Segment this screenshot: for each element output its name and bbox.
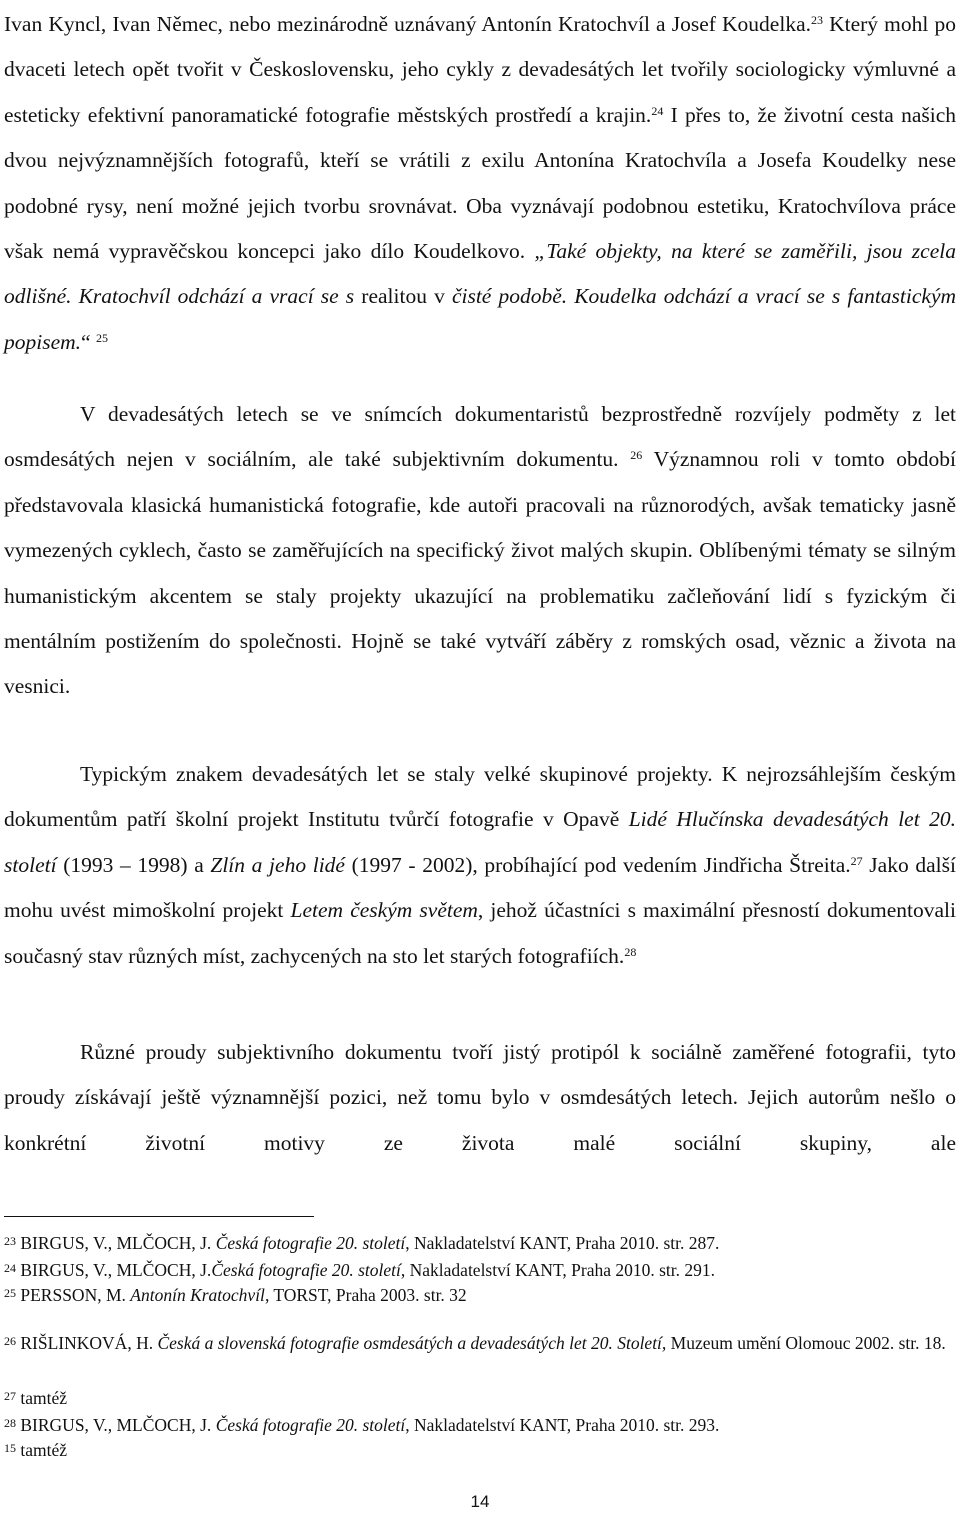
text-run: tamtéž (20, 1388, 68, 1408)
footnote-number: 26 (4, 1334, 16, 1348)
text-run: , Nakladatelství KANT, Praha 2010. str. 291. (400, 1260, 716, 1280)
text-run: Různé proudy subjektivního dokumentu tvoří jistý protipól k sociálně zaměřené fotografii, tyto proudy získávají ještě významnější pozici, než tomu bylo v osmdesátých letech. Jejich autorům nešlo o konkrétní životní motivy ze života malé sociální skupiny, ale (4, 1040, 956, 1155)
italic-text: Lidé Hlučínska devadesátých let 20. století (4, 807, 956, 877)
italic-text: Letem českým světem (290, 898, 478, 923)
footnote (4, 1330, 956, 1356)
footnote-number: 27 (4, 1389, 16, 1403)
text-run: , Nakladatelství KANT, Praha 2010. str. 293. (405, 1415, 720, 1435)
footnote-ref: 26 (630, 448, 643, 463)
footnote-ref: 23 (810, 13, 823, 27)
footnote-ref: 28 (624, 944, 637, 959)
text-run: V devadesátých letech se ve snímcích dokumentaristů bezprostředně rozvíjely podměty z let osmdesátých nejen v sociálním, ale také subjektivním dokumentu. (4, 402, 956, 472)
footnote (4, 1385, 956, 1411)
text-run: “ (81, 329, 96, 354)
text-run: RIŠLINKOVÁ, H. (20, 1333, 158, 1353)
footnote-ref: 27 (850, 853, 863, 868)
text-run: Ivan Kyncl, Ivan Němec, nebo mezinárodně uznávaný Antonín Kratochvíl a Josef Koudelka. (4, 12, 811, 36)
footnote-number: 28 (4, 1416, 16, 1430)
footnote-number: 24 (4, 1261, 16, 1275)
text-run: Muzeum umění Olomouc 2002. str. 18. (666, 1333, 946, 1353)
italic-text: Česká fotografie 20. století (215, 1233, 406, 1253)
footnote-separator (4, 1216, 314, 1217)
footnote (4, 1412, 956, 1438)
footnote (4, 1257, 956, 1283)
italic-text: Česká fotografie 20. století (211, 1260, 401, 1280)
text-run: (1993 – 1998) a (56, 852, 211, 877)
text-run: Jako další mohu uvést mimoškolní projekt (4, 852, 956, 923)
body-paragraph (4, 392, 956, 710)
italic-text: Antonín Kratochvíl (130, 1285, 265, 1305)
text-run: I přes to, že životní cesta našich dvou nejvýznamnějších fotografů, kteří se vrátili z exilu Antonína Kratochvíla a Josefa Koudelky nese podobné rysy, není možné jejich tvorbu srovnávat. Oba vyznávají podobnou estetiku, Kratochvílova práce však nemá vypravěčskou koncepci jako dílo Koudelkovo. (4, 102, 956, 264)
text-run: BIRGUS, V., MLČOCH, J. (20, 1260, 212, 1280)
footnote-number: 15 (4, 1441, 16, 1455)
footnote (4, 1282, 956, 1308)
text-run: BIRGUS, V., MLČOCH, J. (20, 1233, 216, 1253)
italic-text: Česká fotografie 20. století (215, 1415, 406, 1435)
text-run: (1997 - 2002), probíhající pod vedením Jindřicha Štreita. (344, 852, 851, 877)
body-paragraph (4, 1030, 956, 1166)
text-run: tamtéž (20, 1440, 68, 1460)
text-run: , Nakladatelství KANT, Praha 2010. str. 287. (405, 1233, 720, 1253)
text-run: realitou v (361, 284, 452, 309)
footnote-ref: 25 (95, 330, 108, 345)
body-paragraph (4, 752, 956, 979)
text-run: , TORST, Praha 2003. str. 32 (264, 1285, 467, 1305)
italic-text: Zlín a jeho lidé (210, 852, 345, 877)
text-run: Typickým znakem devadesátých let se staly velké skupinové projekty. K nejrozsáhlejším českým dokumentům patří školní projekt Institutu tvůrčí fotografie v Opavě (4, 762, 956, 832)
italic-text: „Také objekty, na které se zaměřili, jsou zcela odlišné. Kratochvíl odchází a vrací se s (4, 239, 956, 309)
footnote-ref: 24 (651, 103, 664, 118)
footnote-number: 25 (4, 1286, 16, 1300)
page-number: 14 (470, 1492, 490, 1511)
text-run: Který mohl po dvaceti letech opět tvořit v Československu, jeho cykly z devadesátých let tvořily sociologicky výmluvné a esteticky efektivní panoramatické fotografie městských prostředí a krajin. (4, 12, 956, 127)
body-paragraph (4, 2, 956, 365)
footnote (4, 1437, 956, 1463)
footnote-number: 23 (4, 1234, 16, 1248)
italic-text: Česká a slovenská fotografie osmdesátých a devadesátých let 20. Století, (157, 1333, 667, 1353)
italic-text: čisté podobě. Koudelka odchází a vrací se s fantastickým popisem. (4, 284, 957, 354)
text-run: Významnou roli v tomto období představovala klasická humanistická fotografie, kde autoři pracovali na různorodých, avšak tematicky jasně vymezených cyklech, často se zaměřujících na specifický život malých skupin. Oblíbenými tématy se silným humanistickým akcentem se staly projekty ukazující na problematiku začleňování lidí s fyzickým či mentálním postižením do společnosti. Hojně se také vytváří záběry z romských osad, věznic a života na vesnici. (4, 447, 956, 699)
text-run: BIRGUS, V., MLČOCH, J. (20, 1415, 216, 1435)
text-run: PERSSON, M. (20, 1285, 131, 1305)
footnote (4, 1230, 956, 1256)
text-run: , jehož účastníci s maximální přesností dokumentovali současný stav různých míst, zachycených na sto let starých fotografiích. (4, 898, 956, 968)
